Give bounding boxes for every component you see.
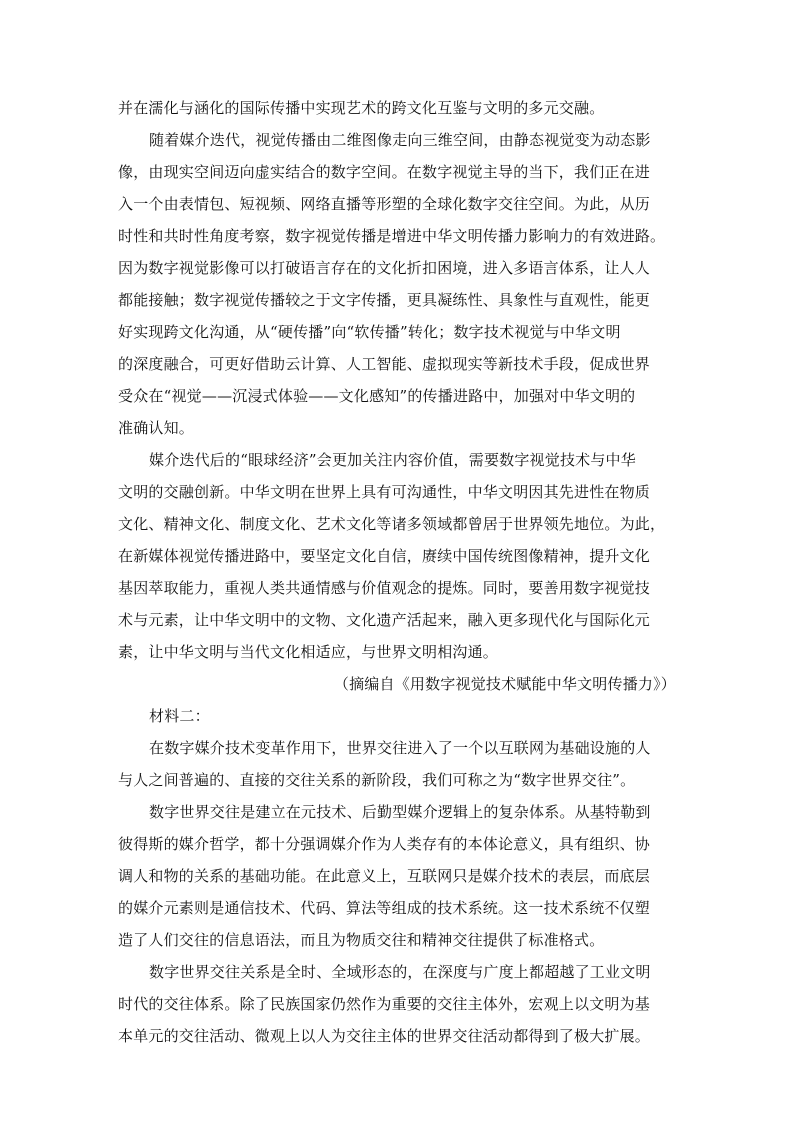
text-line: 的深度融合，可更好借助云计算、人工智能、虚拟现实等新技术手段，促成世界 [118, 355, 651, 373]
text-line: 基因萃取能力，重视人类共通情感与价值观念的提炼。同时，要善用数字视觉技 [118, 579, 651, 597]
text-line: 彼得斯的媒介哲学，都十分强调媒介作为人类存有的本体论意义，具有组织、协 [118, 835, 651, 853]
text-line: 并在濡化与涵化的国际传播中实现艺术的跨文化互鉴与文明的多元交融。 [118, 99, 605, 117]
text-line: 时代的交往体系。除了民族国家仍然作为重要的交往主体外，宏观上以文明为基 [118, 995, 651, 1013]
text-line: 文化、精神文化、制度文化、艺术文化等诸多领域都曾居于世界领先地位。为此， [118, 515, 666, 533]
text-line: 数字世界交往是建立在元技术、后勤型媒介逻辑上的复杂体系。从基特勒到 [149, 803, 651, 821]
source-citation: （摘编自《用数字视觉技术赋能中华文明传播力》） [333, 675, 676, 693]
text-line: 数字世界交往关系是全时、全域形态的，在深度与广度上都超越了工业文明 [149, 963, 651, 981]
text-line: 术与元素，让中华文明中的文物、文化遗产活起来，融入更多现代化与国际化元 [118, 611, 651, 629]
text-line: 造了人们交往的信息语法，而且为物质交往和精神交往提供了标准格式。 [118, 931, 605, 949]
text-line: 调人和物的关系的基础功能。在此意义上，互联网只是媒介技术的表层，而底层 [118, 867, 651, 885]
text-line: 准确认知。 [118, 419, 195, 437]
text-line: 入一个由表情包、短视频、网络直播等形塑的全球化数字交往空间。为此，从历 [118, 195, 651, 213]
text-line: 在数字媒介技术变革作用下，世界交往进入了一个以互联网为基础设施的人 [149, 739, 651, 757]
text-line: 受众在“视觉——沉浸式体验——文化感知”的传播进路中，加强对中华文明的 [118, 387, 636, 405]
text-line: 素，让中华文明与当代文化相适应，与世界文明相沟通。 [118, 643, 499, 661]
section-heading: 材料二： [149, 707, 210, 725]
text-line: 媒介迭代后的“眼球经济”会更加关注内容价值，需要数字视觉技术与中华 [149, 451, 636, 469]
text-line: 与人之间普遍的、直接的交往关系的新阶段，我们可称之为“数字世界交往”。 [118, 771, 636, 789]
text-line: 的媒介元素则是通信技术、代码、算法等组成的技术系统。这一技术系统不仅塑 [118, 899, 651, 917]
text-line: 在新媒体视觉传播进路中，要坚定文化自信，赓续中国传统图像精神，提升文化 [118, 547, 651, 565]
text-line: 像，由现实空间迈向虚实结合的数字空间。在数字视觉主导的当下，我们正在进 [118, 163, 651, 181]
text-line: 都能接触；数字视觉传播较之于文字传播，更具凝练性、具象性与直观性，能更 [118, 291, 651, 309]
text-line: 文明的交融创新。中华文明在世界上具有可沟通性，中华文明因其先进性在物质 [118, 483, 651, 501]
text-line: 因为数字视觉影像可以打破语言存在的文化折扣困境，进入多语言体系，让人人 [118, 259, 651, 277]
text-line: 随着媒介迭代，视觉传播由二维图像走向三维空间，由静态视觉变为动态影 [149, 131, 651, 149]
text-line: 好实现跨文化沟通，从“硬传播”向“软传播”转化；数字技术视觉与中华文明 [118, 323, 621, 341]
text-line: 时性和共时性角度考察，数字视觉传播是增进中华文明传播力影响力的有效进路。 [118, 227, 666, 245]
text-line: 本单元的交往活动、微观上以人为交往主体的世界交往活动都得到了极大扩展。 [118, 1027, 651, 1045]
